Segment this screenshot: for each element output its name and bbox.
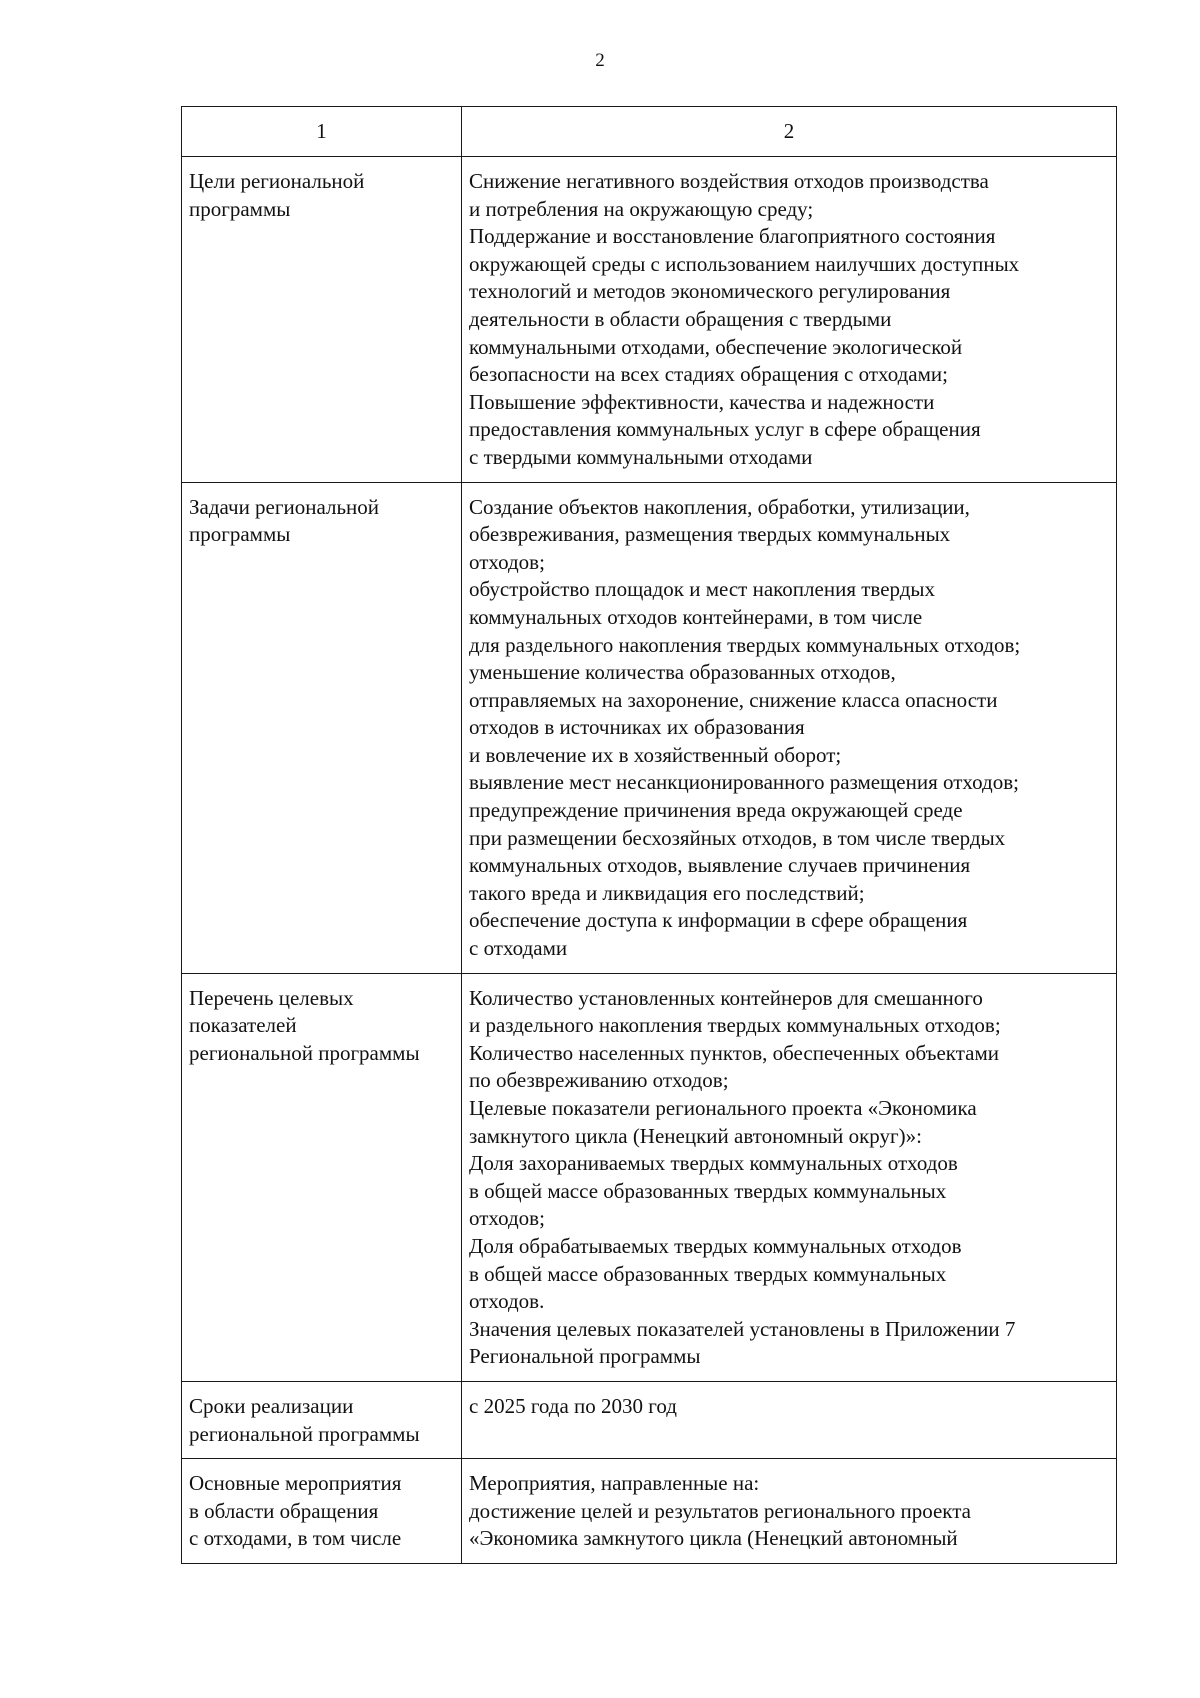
content-line: Создание объектов накопления, обработки, утилизации, xyxy=(469,494,970,519)
content-line: Количество установленных контейнеров для смешанного xyxy=(469,985,983,1010)
label-line: с отходами, в том числе xyxy=(189,1526,402,1551)
content-line: Поддержание и восстановление благоприятного состояния xyxy=(469,224,996,249)
content-line: Региональной программы xyxy=(469,1344,701,1369)
column-header-1: 1 xyxy=(182,107,462,157)
content-line: безопасности на всех стадиях обращения с отходами; xyxy=(469,362,948,387)
content-line: выявление мест несанкционированного размещения отходов; xyxy=(469,770,1019,795)
content-line: «Экономика замкнутого цикла (Ненецкий автономный xyxy=(469,1526,958,1551)
content-line: отходов. xyxy=(469,1289,545,1314)
row-label-cell xyxy=(182,1381,462,1458)
content-line: в общей массе образованных твердых коммунальных xyxy=(469,1261,947,1286)
content-line: Доля обрабатываемых твердых коммунальных отходов xyxy=(469,1233,962,1258)
label-line: Основные мероприятия xyxy=(189,1471,402,1496)
label-line: региональной программы xyxy=(189,1040,420,1065)
label-line: в области обращения xyxy=(189,1498,379,1523)
content-line: коммунальных отходов контейнерами, в том числе xyxy=(469,604,923,629)
label-line: показателей xyxy=(189,1013,297,1038)
content-line: Значения целевых показателей установлены в Приложении 7 xyxy=(469,1316,1016,1341)
table-row-timeline xyxy=(182,1381,1117,1458)
content-line: Снижение негативного воздействия отходов производства xyxy=(469,169,989,193)
content-line: деятельности в области обращения с твердыми xyxy=(469,306,892,331)
table-row-activities xyxy=(182,1459,1117,1564)
content-line: Количество населенных пунктов, обеспеченных объектами xyxy=(469,1040,1000,1065)
content-line: отходов; xyxy=(469,549,545,574)
content-line: замкнутого цикла (Ненецкий автономный округ)»: xyxy=(469,1123,922,1148)
program-passport-table xyxy=(181,106,1117,1564)
content-line: по обезвреживанию отходов; xyxy=(469,1068,729,1093)
content-line: такого вреда и ликвидация его последствий; xyxy=(469,880,865,905)
table-row-goals xyxy=(182,157,1117,483)
label-line: программы xyxy=(189,196,291,221)
content-line: коммунальных отходов, выявление случаев причинения xyxy=(469,853,971,878)
row-label-cell xyxy=(182,1459,462,1564)
content-line: и вовлечение их в хозяйственный оборот; xyxy=(469,742,842,767)
table-row-tasks xyxy=(182,482,1117,973)
content-line: обеспечение доступа к информации в сфере обращения xyxy=(469,908,968,933)
row-content-cell xyxy=(462,1381,1117,1458)
page-number: 2 xyxy=(595,50,605,71)
content-line: предупреждение причинения вреда окружающей среде xyxy=(469,798,963,823)
column-header-2: 2 xyxy=(462,107,1117,157)
content-line: с твердыми коммунальными отходами xyxy=(469,444,813,469)
content-line: Мероприятия, направленные на: xyxy=(469,1471,760,1496)
content-line: предоставления коммунальных услуг в сфере обращения xyxy=(469,417,981,442)
content-line: и раздельного накопления твердых коммунальных отходов; xyxy=(469,1013,1001,1038)
content-line: окружающей среды с использованием наилучших доступных xyxy=(469,251,1020,276)
content-line: для раздельного накопления твердых коммунальных отходов; xyxy=(469,632,1021,657)
content-line: отходов; xyxy=(469,1206,545,1231)
row-content-cell xyxy=(462,1459,1117,1564)
label-line: региональной программы xyxy=(189,1421,420,1446)
row-label-cell xyxy=(182,157,462,483)
row-label-cell xyxy=(182,482,462,973)
content-line: и потребления на окружающую среду; xyxy=(469,196,814,221)
content-line: Повышение эффективности, качества и надежности xyxy=(469,389,935,414)
row-content-cell xyxy=(462,973,1117,1381)
content-line: обезвреживания, размещения твердых коммунальных xyxy=(469,522,951,547)
row-content-cell xyxy=(462,157,1117,483)
label-line: Перечень целевых xyxy=(189,985,354,1010)
content-line: технологий и методов экономического регулирования xyxy=(469,279,951,304)
content-line: в общей массе образованных твердых коммунальных xyxy=(469,1178,947,1203)
content-line: отходов в источниках их образования xyxy=(469,715,805,740)
content-line: Доля захораниваемых твердых коммунальных отходов xyxy=(469,1151,958,1176)
content-line: достижение целей и результатов регионального проекта xyxy=(469,1498,971,1523)
content-line: Целевые показатели регионального проекта «Экономика xyxy=(469,1096,977,1120)
content-line: обустройство площадок и мест накопления твердых xyxy=(469,577,936,602)
content-line: уменьшение количества образованных отходов, xyxy=(469,660,896,685)
label-line: Цели региональной xyxy=(189,169,365,193)
label-line: Сроки реализации xyxy=(189,1393,354,1418)
label-line: программы xyxy=(189,522,291,547)
table-header-row xyxy=(182,107,1117,157)
row-label-cell xyxy=(182,973,462,1381)
content-line: коммунальными отходами, обеспечение экологической xyxy=(469,334,963,359)
content-line: с отходами xyxy=(469,936,568,961)
content-line: с 2025 года по 2030 год xyxy=(469,1393,677,1418)
content-line: отправляемых на захоронение, снижение класса опасности xyxy=(469,687,998,712)
label-line: Задачи региональной xyxy=(189,494,380,519)
table-row-indicators xyxy=(182,973,1117,1381)
content-line: при размещении бесхозяйных отходов, в том числе твердых xyxy=(469,825,1006,850)
row-content-cell xyxy=(462,482,1117,973)
